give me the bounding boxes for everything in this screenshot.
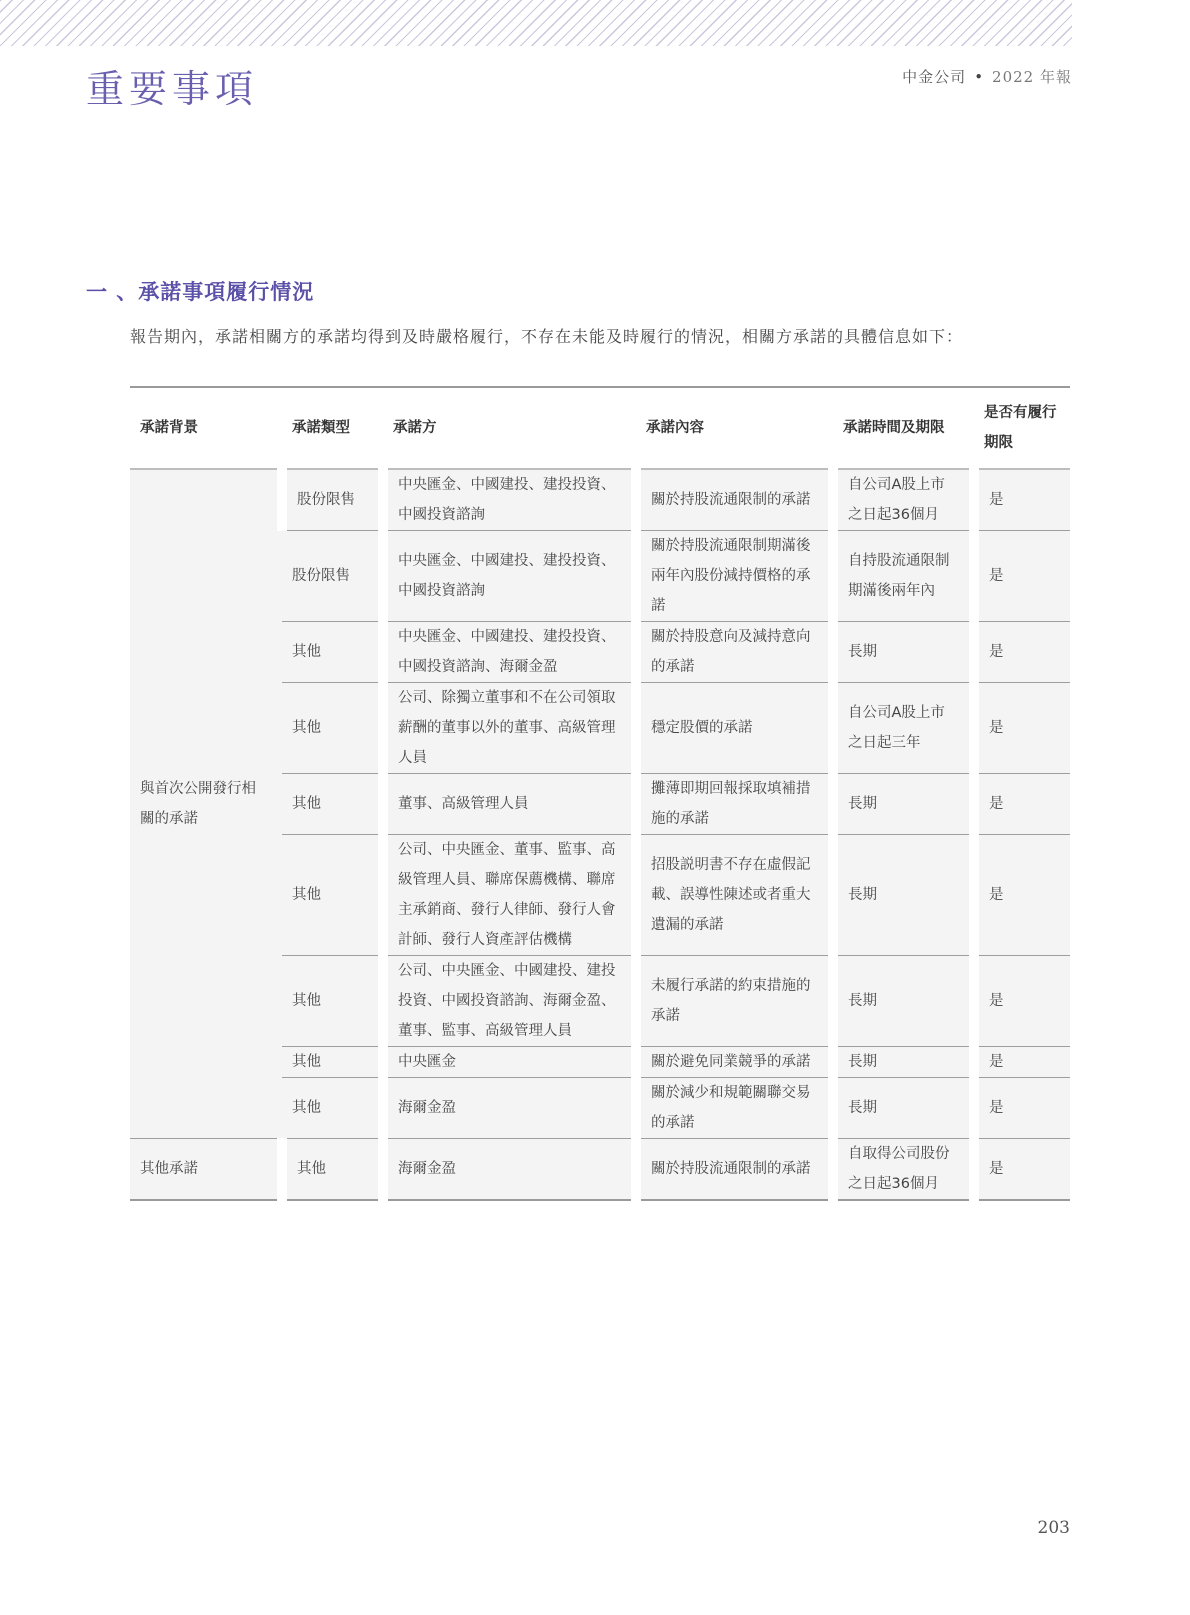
- section-title: 一 、承諾事項履行情況: [86, 280, 315, 304]
- company-name: 中金公司: [902, 68, 967, 86]
- cell-type: 其他: [282, 683, 383, 774]
- cell-limit: 是: [974, 531, 1070, 622]
- cell-party: 中央匯金、中國建投、建投投資、中國投資諮詢、海爾金盈: [383, 622, 636, 683]
- table-row: [130, 1139, 1070, 1201]
- cell-period: 長期: [833, 1047, 974, 1078]
- cell-type: 其他: [282, 622, 383, 683]
- cell-limit: 是: [974, 683, 1070, 774]
- cell-content: 關於持股流通限制的承諾: [636, 1139, 833, 1201]
- cell-period: 自取得公司股份之日起36個月: [833, 1139, 974, 1201]
- page-title: 重要事項: [86, 67, 259, 111]
- header-limit: 是否有履行期限: [974, 387, 1070, 469]
- cell-period: 自公司A股上市之日起36個月: [833, 469, 974, 531]
- cell-limit: 是: [974, 622, 1070, 683]
- section-intro: 報告期內，承諾相關方的承諾均得到及時嚴格履行，不存在未能及時履行的情況，相關方承諾的具體信息如下：: [130, 327, 964, 346]
- cell-period: 自持股流通限制期滿後兩年內: [833, 531, 974, 622]
- cell-period: 長期: [833, 956, 974, 1047]
- cell-content: 攤薄即期回報採取填補措施的承諾: [636, 774, 833, 835]
- header-hatch-band: [0, 0, 1072, 46]
- cell-period: 長期: [833, 774, 974, 835]
- cell-party: 公司、中央匯金、中國建投、建投投資、中國投資諮詢、海爾金盈、董事、監事、高級管理人員: [383, 956, 636, 1047]
- cell-limit: 是: [974, 1047, 1070, 1078]
- cell-content: 關於持股流通限制期滿後兩年內股份減持價格的承諾: [636, 531, 833, 622]
- cell-type: 其他: [282, 1139, 383, 1201]
- cell-content: 關於避免同業競爭的承諾: [636, 1047, 833, 1078]
- cell-party: 公司、中央匯金、董事、監事、高級管理人員、聯席保薦機構、聯席主承銷商、發行人律師、發行人會計師、發行人資產評估機構: [383, 835, 636, 956]
- group-background: 其他承諾: [130, 1139, 282, 1201]
- cell-limit: 是: [974, 1078, 1070, 1139]
- cell-party: 海爾金盈: [383, 1139, 636, 1201]
- cell-limit: 是: [974, 774, 1070, 835]
- cell-party: 董事、高級管理人員: [383, 774, 636, 835]
- table-row: [130, 469, 1070, 531]
- cell-type: 其他: [282, 1078, 383, 1139]
- cell-party: 中央匯金: [383, 1047, 636, 1078]
- cell-content: 穩定股價的承諾: [636, 683, 833, 774]
- header-content: 承諾內容: [636, 387, 833, 469]
- cell-content: 關於持股流通限制的承諾: [636, 469, 833, 531]
- group-background: 與首次公開發行相關的承諾: [130, 469, 282, 1139]
- cell-limit: 是: [974, 1139, 1070, 1201]
- cell-type: 股份限售: [282, 469, 383, 531]
- cell-party: 中央匯金、中國建投、建投投資、中國投資諮詢: [383, 469, 636, 531]
- cell-content: 關於持股意向及減持意向的承諾: [636, 622, 833, 683]
- cell-party: 中央匯金、中國建投、建投投資、中國投資諮詢: [383, 531, 636, 622]
- cell-type: 其他: [282, 956, 383, 1047]
- cell-type: 其他: [282, 774, 383, 835]
- cell-period: 自公司A股上市之日起三年: [833, 683, 974, 774]
- header-background: 承諾背景: [130, 387, 282, 469]
- cell-content: 關於減少和規範關聯交易的承諾: [636, 1078, 833, 1139]
- report-name: 2022 年報: [992, 68, 1072, 86]
- cell-period: 長期: [833, 835, 974, 956]
- header-party: 承諾方: [383, 387, 636, 469]
- cell-party: 海爾金盈: [383, 1078, 636, 1139]
- cell-content: 招股説明書不存在虛假記載、誤導性陳述或者重大遺漏的承諾: [636, 835, 833, 956]
- cell-limit: 是: [974, 956, 1070, 1047]
- cell-type: 股份限售: [282, 531, 383, 622]
- table-header-row: [130, 387, 1070, 469]
- cell-type: 其他: [282, 1047, 383, 1078]
- cell-type: 其他: [282, 835, 383, 956]
- cell-limit: 是: [974, 469, 1070, 531]
- cell-limit: 是: [974, 835, 1070, 956]
- cell-period: 長期: [833, 622, 974, 683]
- page-number: 203: [1037, 1518, 1070, 1538]
- cell-period: 長期: [833, 1078, 974, 1139]
- report-header: [902, 66, 1072, 87]
- header-separator: •: [974, 68, 985, 86]
- cell-party: 公司、除獨立董事和不在公司領取薪酬的董事以外的董事、高級管理人員: [383, 683, 636, 774]
- header-type: 承諾類型: [282, 387, 383, 469]
- cell-content: 未履行承諾的約束措施的承諾: [636, 956, 833, 1047]
- header-period: 承諾時間及期限: [833, 387, 974, 469]
- commitments-table: [130, 386, 1070, 1201]
